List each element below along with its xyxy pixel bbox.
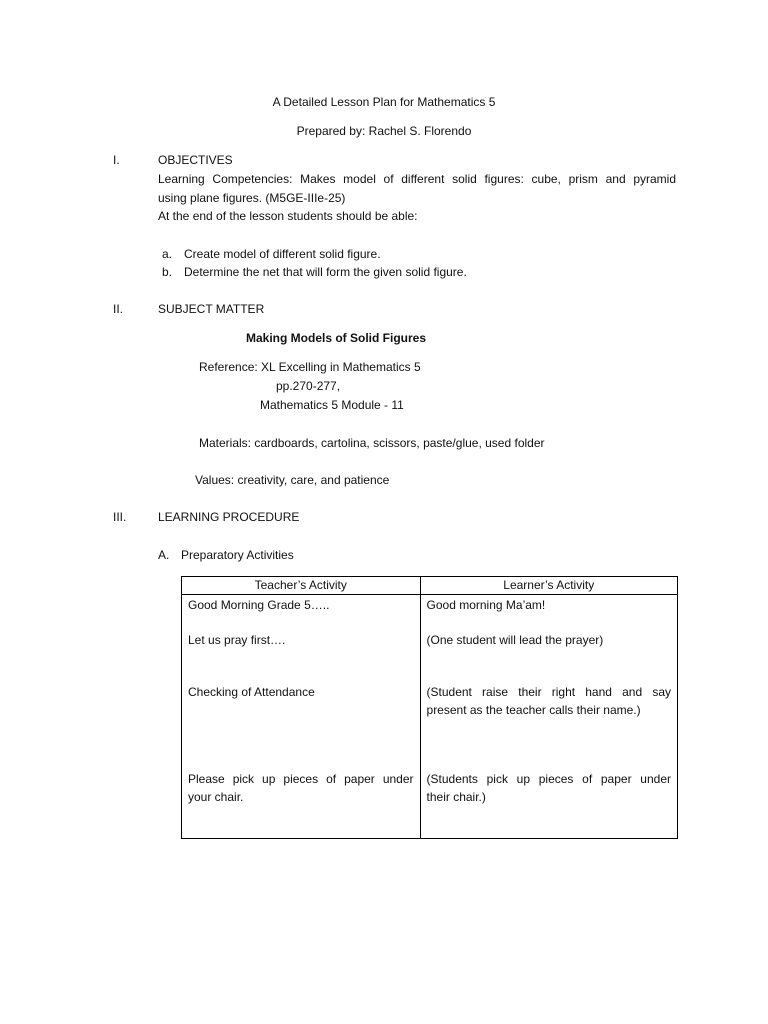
objective-item-b: Determine the net that will form the given solid figure.: [184, 265, 467, 279]
learner-activity-cell: [420, 595, 677, 839]
subsection-heading-preparatory: Preparatory Activities: [181, 548, 294, 562]
subject-materials: Materials: cardboards, cartolina, scissors, paste/glue, used folder: [199, 436, 545, 450]
section-number-procedure: III.: [113, 510, 127, 524]
section-number-objectives: I.: [113, 153, 120, 167]
prepared-by: Prepared by: Rachel S. Florendo: [296, 124, 472, 138]
section-heading-subject-matter: SUBJECT MATTER: [158, 302, 265, 316]
table-row: [182, 595, 678, 839]
learner-pickup-line1: (Students pick up pieces of paper under: [426, 772, 671, 786]
section-heading-objectives: OBJECTIVES: [158, 153, 233, 167]
learner-prayer: (One student will lead the prayer): [426, 633, 604, 647]
objectives-intro: At the end of the lesson students should be able:: [158, 209, 418, 223]
subject-reference: Reference: XL Excelling in Mathematics 5: [199, 360, 421, 374]
teacher-greeting: Good Morning Grade 5…..: [188, 598, 330, 612]
subject-reference-module: Mathematics 5 Module - 11: [260, 398, 404, 412]
subject-values: Values: creativity, care, and patience: [195, 473, 390, 487]
learner-pickup-line2: their chair.): [426, 790, 486, 804]
teacher-pickup-line2: your chair.: [188, 790, 244, 804]
teacher-prayer: Let us pray first….: [188, 633, 286, 647]
subject-topic: Making Models of Solid Figures: [246, 331, 427, 345]
teacher-activity-cell: [182, 595, 421, 839]
section-heading-procedure: LEARNING PROCEDURE: [158, 510, 300, 524]
teacher-pickup-line1: Please pick up pieces of paper under: [188, 772, 414, 786]
section-number-subject-matter: II.: [113, 302, 124, 316]
teacher-activity-header: Teacher’s Activity: [182, 577, 421, 595]
objective-marker-b: b.: [162, 265, 173, 279]
table-header-row: [182, 577, 678, 595]
learner-attendance-line1: (Student raise their right hand and say: [426, 685, 671, 699]
learner-attendance-line2: present as the teacher calls their name.): [426, 703, 641, 717]
subsection-marker-a: A.: [158, 548, 170, 562]
objective-marker-a: a.: [162, 247, 173, 261]
teacher-attendance: Checking of Attendance: [188, 685, 315, 699]
subject-reference-pages: pp.270-277,: [276, 379, 341, 393]
document-title: A Detailed Lesson Plan for Mathematics 5: [272, 95, 496, 109]
learning-competency-line1: Learning Competencies: Makes model of different solid figures: cube, prism and pyramid: [158, 172, 676, 186]
learner-activity-header: Learner’s Activity: [420, 577, 677, 595]
activities-table: [181, 576, 678, 839]
objective-item-a: Create model of different solid figure.: [184, 247, 381, 261]
learning-competency-line2: using plane figures. (M5GE-IIIe-25): [158, 191, 346, 205]
learner-greeting: Good morning Ma’am!: [426, 598, 546, 612]
